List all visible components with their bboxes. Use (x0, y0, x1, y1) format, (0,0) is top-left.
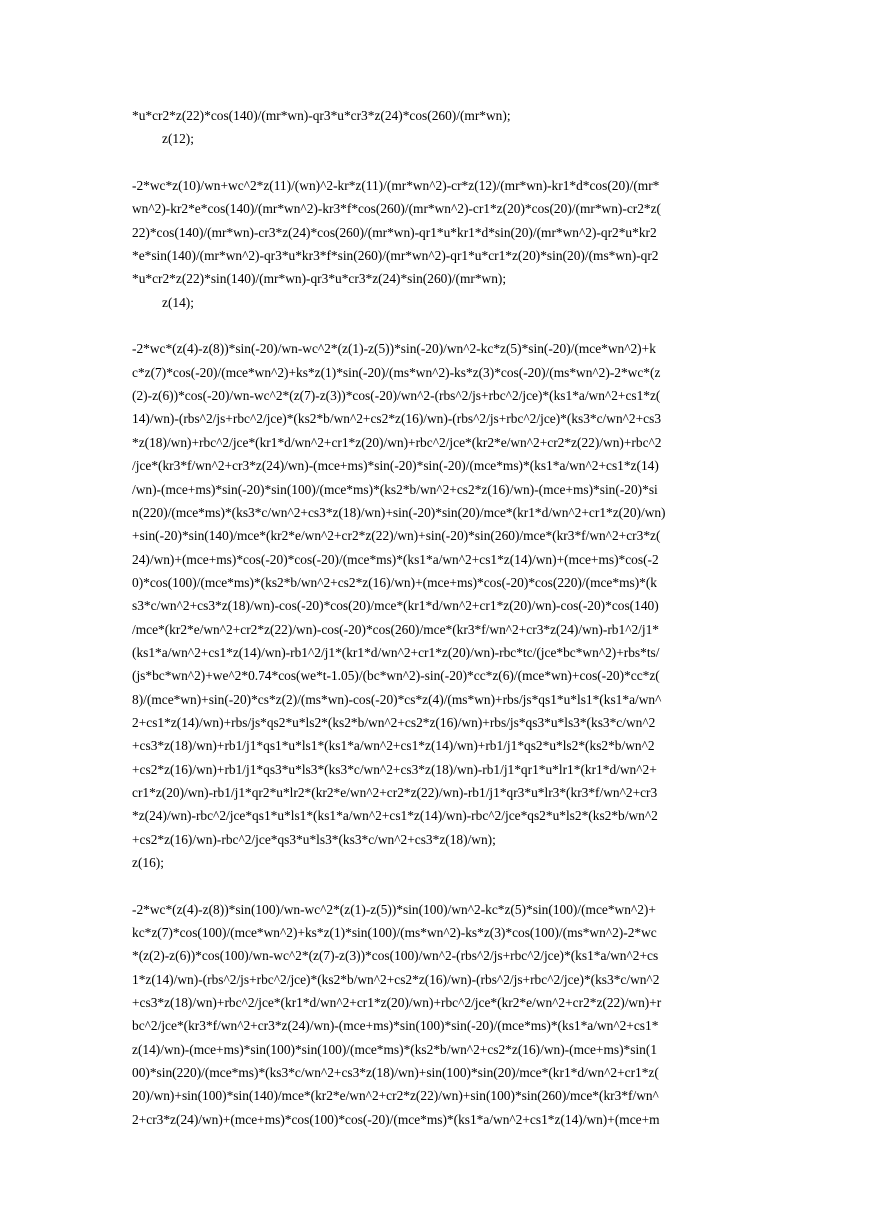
equation-line: *(z(2)-z(6))*cos(100)/wn-wc^2*(z(7)-z(3))*cos(100)/wn^2-(rbs^2/js+rbc^2/jce)*(ks1*a/wn^2+cs (132, 948, 659, 964)
equation-line: s3*c/wn^2+cs3*z(18)/wn)-cos(-20)*cos(20)/mce*(kr1*d/wn^2+cr1*z(20)/wn)-cos(-20)*cos(140) (132, 598, 659, 614)
equation-line: /jce*(kr3*f/wn^2+cr3*z(24)/wn)-(mce+ms)*sin(-20)*sin(-20)/(mce*ms)*(ks1*a/wn^2+cs1*z(14) (132, 458, 659, 474)
equation-line: *e*sin(140)/(mr*wn^2)-qr3*u*kr3*f*sin(260)/(mr*wn^2)-qr1*u*cr1*z(20)*sin(20)/(ms*wn)-qr2 (132, 248, 659, 264)
equation-line: /mce*(kr2*e/wn^2+cr2*z(22)/wn)-cos(-20)*cos(260)/mce*(kr3*f/wn^2+cr3*z(24)/wn)-rb1^2/j1* (132, 621, 660, 637)
blank-line (132, 151, 744, 174)
equation-line: 22)*cos(140)/(mr*wn)-cr3*z(24)*cos(260)/(mr*wn)-qr1*u*kr1*d*sin(20)/(mr*wn^2)-qr2*u*kr2 (132, 224, 657, 240)
equation-line: *z(24)/wn)-rbc^2/jce*qs1*u*ls1*(ks1*a/wn^2+cs1*z(14)/wn)-rbc^2/jce*qs2*u*ls2*(ks2*b/wn^2 (132, 808, 658, 824)
equation-line: 24)/wn)+(mce+ms)*cos(-20)*cos(-20)/(mce*ms)*(ks1*a/wn^2+cs1*z(14)/wn)+(mce+ms)*cos(-2 (132, 551, 659, 567)
equation-line: (ks1*a/wn^2+cs1*z(14)/wn)-rb1^2/j1*(kr1*d/wn^2+cr1*z(20)/wn)-rbc*tc/(jce*bc*wn^2)+rbs*ts/ (132, 644, 660, 660)
equation-line: z(16); (132, 855, 164, 870)
equation-line: bc^2/jce*(kr3*f/wn^2+cr3*z(24)/wn)-(mce+ms)*sin(100)*sin(-20)/(mce*ms)*(ks1*a/wn^2+cs1* (132, 1018, 659, 1034)
equation-line: *u*cr2*z(22)*sin(140)/(mr*wn)-qr3*u*cr3*z(24)*sin(260)/(mr*wn); (132, 271, 507, 287)
equation-line: kc*z(7)*cos(100)/(mce*wn^2)+ks*z(1)*sin(100)/(ms*wn^2)-ks*z(3)*cos(100)/(ms*wn^2)-2*wc (132, 925, 657, 941)
equation-line: +cs2*z(16)/wn)-rbc^2/jce*qs3*u*ls3*(ks3*c/wn^2+cs3*z(18)/wn); (132, 831, 496, 847)
equation-line: 2+cs1*z(14)/wn)+rbs/js*qs2*u*ls2*(ks2*b/wn^2+cs2*z(16)/wn)+rbs/js*qs3*u*ls3*(ks3*c/wn^2 (132, 714, 656, 730)
equation-line: -2*wc*(z(4)-z(8))*sin(-20)/wn-wc^2*(z(1)-z(5))*sin(-20)/wn^2-kc*z(5)*sin(-20)/(mce*wn^2)+k (132, 341, 656, 357)
equation-line: -2*wc*z(10)/wn+wc^2*z(11)/(wn)^2-kr*z(11)/(mr*wn^2)-cr*z(12)/(mr*wn)-kr1*d*cos(20)/(mr* (132, 178, 660, 194)
blank-line (132, 314, 744, 337)
equation-line: 0)*cos(100)/(mce*ms)*(ks2*b/wn^2+cs2*z(16)/wn)+(mce+ms)*cos(-20)*cos(220)/(mce*ms)*(k (132, 574, 658, 590)
equation-line: z(14)/wn)-(mce+ms)*sin(100)*sin(100)/(mce*ms)*(ks2*b/wn^2+cs2*z(16)/wn)-(mce+ms)*sin(1 (132, 1041, 658, 1057)
equation-line: (2)-z(6))*cos(-20)/wn-wc^2*(z(7)-z(3))*cos(-20)/wn^2-(rbs^2/js+rbc^2/jce)*(ks1*a/wn^2+cs1*z( (132, 388, 661, 404)
equation-line: +cs3*z(18)/wn)+rbc^2/jce*(kr1*d/wn^2+cr1*z(20)/wn)+rbc^2/jce*(kr2*e/wn^2+cr2*z(22)/wn)+r (132, 995, 662, 1011)
equation-line: n(220)/(mce*ms)*(ks3*c/wn^2+cs3*z(18)/wn)+sin(-20)*sin(20)/mce*(kr1*d/wn^2+cr1*z(20)/wn) (132, 504, 666, 520)
equation-line: (js*bc*wn^2)+we^2*0.74*cos(we*t-1.05)/(bc*wn^2)-sin(-20)*cc*z(6)/(mce*wn)+cos(-20)*cc*z( (132, 668, 660, 684)
equation-line: wn^2)-kr2*e*cos(140)/(mr*wn^2)-kr3*f*cos(260)/(mr*wn^2)-cr1*z(20)*cos(20)/(mr*wn)-cr2*z( (132, 201, 662, 217)
equation-line: cr1*z(20)/wn)-rb1/j1*qr2*u*lr2*(kr2*e/wn^2+cr2*z(22)/wn)-rb1/j1*qr3*u*lr3*(kr3*f/wn^2+cr3 (132, 784, 658, 800)
equation-line: +cs3*z(18)/wn)+rb1/j1*qs1*u*ls1*(ks1*a/wn^2+cs1*z(14)/wn)+rb1/j1*qs2*u*ls2*(ks2*b/wn^2 (132, 738, 655, 754)
blank-line (132, 874, 744, 897)
equation-line: +cs2*z(16)/wn)+rb1/j1*qs3*u*ls3*(ks3*c/wn^2+cs3*z(18)/wn)-rb1/j1*qr1*u*lr1*(kr1*d/wn^2+ (132, 761, 657, 777)
equation-text-block (132, 104, 744, 1131)
equation-line: +sin(-20)*sin(140)/mce*(kr2*e/wn^2+cr2*z(22)/wn)+sin(-20)*sin(260)/mce*(kr3*f/wn^2+cr3*z( (132, 528, 661, 544)
equation-line: *u*cr2*z(22)*cos(140)/(mr*wn)-qr3*u*cr3*z(24)*cos(260)/(mr*wn); (132, 108, 511, 123)
equation-line: 2+cr3*z(24)/wn)+(mce+ms)*cos(100)*cos(-20)/(mce*ms)*(ks1*a/wn^2+cs1*z(14)/wn)+(mce+m (132, 1111, 660, 1127)
equation-line: *z(18)/wn)+rbc^2/jce*(kr1*d/wn^2+cr1*z(20)/wn)+rbc^2/jce*(kr2*e/wn^2+cr2*z(22)/wn)+rbc^2 (132, 434, 662, 450)
equation-line: 20)/wn)+sin(100)*sin(140)/mce*(kr2*e/wn^2+cr2*z(22)/wn)+sin(100)*sin(260)/mce*(kr3*f/wn^ (132, 1088, 659, 1104)
equation-line: 14)/wn)-(rbs^2/js+rbc^2/jce)*(ks2*b/wn^2+cs2*z(16)/wn)-(rbs^2/js+rbc^2/jce)*(ks3*c/wn^2+cs3 (132, 411, 662, 427)
equation-line: 8)/(mce*wn)+sin(-20)*cs*z(2)/(ms*wn)-cos(-20)*cs*z(4)/(ms*wn)+rbs/js*qs1*u*ls1*(ks1*a/wn^ (132, 691, 662, 707)
equation-line: z(12); (162, 131, 194, 147)
equation-line: /wn)-(mce+ms)*sin(-20)*sin(100)/(mce*ms)*(ks2*b/wn^2+cs2*z(16)/wn)-(mce+ms)*sin(-20)*si (132, 481, 658, 497)
equation-line: c*z(7)*cos(-20)/(mce*wn^2)+ks*z(1)*sin(-20)/(ms*wn^2)-ks*z(3)*cos(-20)/(ms*wn^2)-2*wc*(z (132, 364, 661, 380)
equation-line: -2*wc*(z(4)-z(8))*sin(100)/wn-wc^2*(z(1)-z(5))*sin(100)/wn^2-kc*z(5)*sin(100)/(mce*wn^2)+ (132, 901, 656, 917)
equation-line: 1*z(14)/wn)-(rbs^2/js+rbc^2/jce)*(ks2*b/wn^2+cs2*z(16)/wn)-(rbs^2/js+rbc^2/jce)*(ks3*c/wn^2 (132, 971, 660, 987)
equation-line: 00)*sin(220)/(mce*ms)*(ks3*c/wn^2+cs3*z(18)/wn)+sin(100)*sin(20)/mce*(kr1*d/wn^2+cr1*z( (132, 1065, 659, 1081)
equation-line: z(14); (162, 294, 194, 310)
